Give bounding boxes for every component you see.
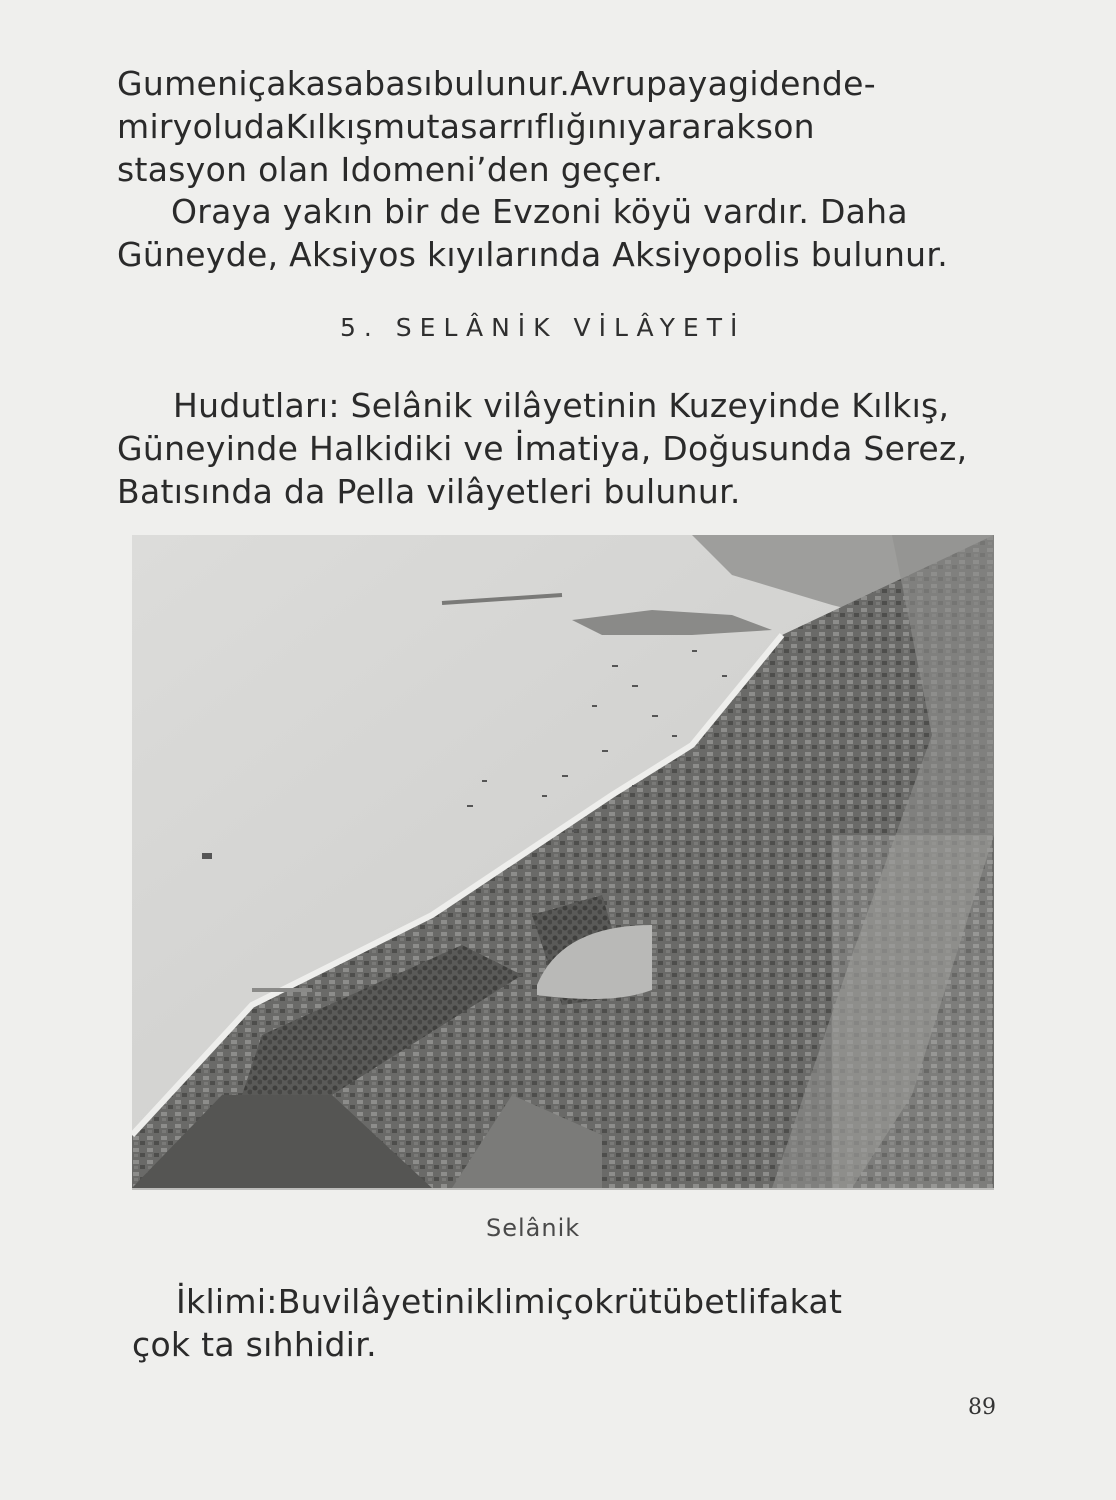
- text-line: Gumeniçakasabasıbulunur.Avrupayagidende-: [117, 64, 876, 103]
- text-line: Güneyinde Halkidiki ve İmatiya, Doğusunda Serez,: [117, 429, 968, 468]
- aerial-photo-illustration: [132, 535, 994, 1188]
- text-line: İklimi:Buvilâyetiniklimiçokrütübetlifakat: [176, 1282, 843, 1321]
- section-heading: 5. SELÂNİK VİLÂYETİ: [340, 313, 746, 342]
- paragraph-evzoni: [117, 190, 983, 276]
- text-line: Güneyde, Aksiyos kıyılarında Aksiyopolis bulunur.: [117, 235, 949, 274]
- paragraph-gumenica: [117, 62, 983, 191]
- photo-caption: Selânik: [486, 1214, 581, 1242]
- text-line: Hudutları: Selânik vilâyetinin Kuzeyinde Kılkış,: [173, 386, 950, 425]
- paragraph-borders: [117, 384, 989, 513]
- paragraph-climate: [132, 1280, 992, 1366]
- page-number: 89: [968, 1395, 996, 1420]
- text-line: çok ta sıhhidir.: [132, 1325, 377, 1364]
- text-line: Batısında da Pella vilâyetleri bulunur.: [117, 472, 741, 511]
- text-line: stasyon olan Idomeni’den geçer.: [117, 150, 664, 189]
- aerial-photo-selanik: [132, 535, 994, 1190]
- text-line: Oraya yakın bir de Evzoni köyü vardır. Daha: [171, 192, 908, 231]
- text-line: miryoludaKılkışmutasarrıflığınıyararakson: [117, 107, 815, 146]
